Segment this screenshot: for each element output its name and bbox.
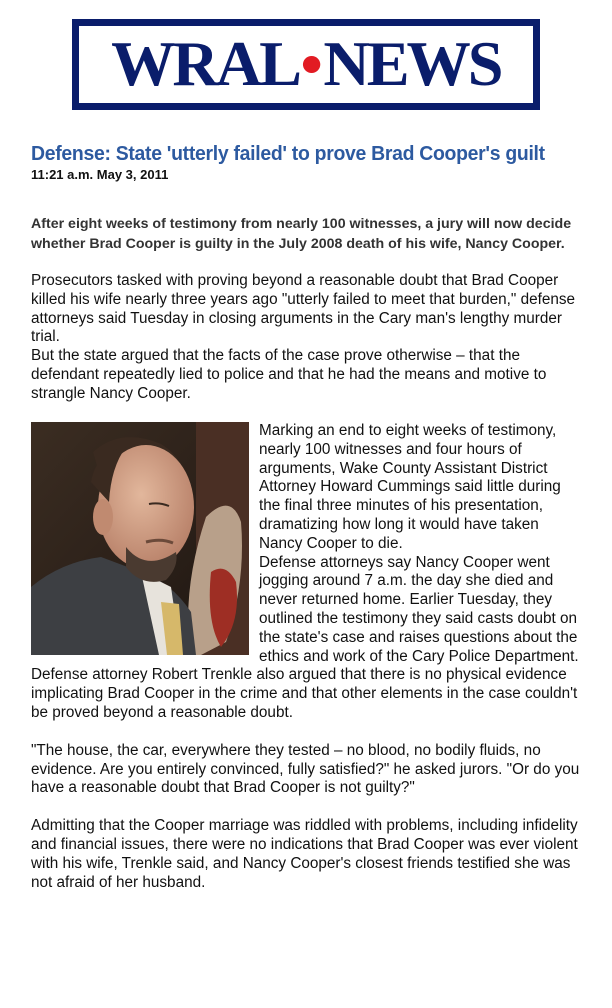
- article-body: [31, 422, 584, 892]
- paragraph: Defense attorneys say Nancy Cooper went jogging around 7 a.m. the day she died and never returned home. Earlier Tuesday, they outlined the testimony they said casts doubt on the state's case and raises questions about the ethics and work of the Cary Police Department. Defense attorney Robert Trenkle also argued that there is no physical evidence implicating Brad Cooper in the crime and that other elements in the case couldn't be proved beyond a reasonable doubt.: [31, 553, 579, 721]
- logo-wral: WRAL: [111, 29, 300, 99]
- paragraph: But the state argued that the facts of the case prove otherwise – that the defendant repeatedly lied to police and that he had the means and motive to strangle Nancy Cooper.: [31, 347, 547, 402]
- logo-wordmark: [111, 29, 501, 99]
- article-lede: After eight weeks of testimony from nearly 100 witnesses, a jury will now decide whether Brad Cooper is guilty in the July 2008 death of his wife, Nancy Cooper.: [31, 216, 572, 252]
- paragraph: Prosecutors tasked with proving beyond a reasonable doubt that Brad Cooper killed his wife nearly three years ago "utterly failed to meet that burden," defense attorneys said Tuesday in closing arguments in the Cary man's lengthy murder trial.: [31, 272, 576, 346]
- article-photo: [31, 422, 249, 655]
- spacer: [31, 723, 584, 742]
- logo-news: NEWS: [323, 29, 501, 99]
- site-logo[interactable]: [72, 19, 540, 110]
- logo-red-dot: [303, 56, 320, 73]
- article-intro: [31, 272, 587, 404]
- paragraph: Admitting that the Cooper marriage was riddled with problems, including infidelity and financial issues, there were no indications that Brad Cooper was ever violent with his wife, Trenkle said, and Nancy Cooper's closest friends testified she was not afraid of her husband.: [31, 817, 578, 891]
- paragraph: Marking an end to eight weeks of testimony, nearly 100 witnesses and four hours of arguments, Wake County Assistant District Attorney Howard Cummings said little during the final three minutes of his presentation, dramatizing how long it would have taken Nancy Cooper to die.: [259, 422, 561, 552]
- spacer: [31, 798, 584, 817]
- article-dateline: 11:21 a.m. May 3, 2011: [31, 167, 169, 182]
- article-headline: Defense: State 'utterly failed' to prove Brad Cooper's guilt: [31, 143, 545, 165]
- paragraph: "The house, the car, everywhere they tested – no blood, no bodily fluids, no evidence. Are you entirely convinced, fully satisfied?" he asked jurors. "Or do you have a reasonable doubt that Brad Cooper is not guilty?": [31, 741, 580, 797]
- logo-inner: [79, 26, 533, 103]
